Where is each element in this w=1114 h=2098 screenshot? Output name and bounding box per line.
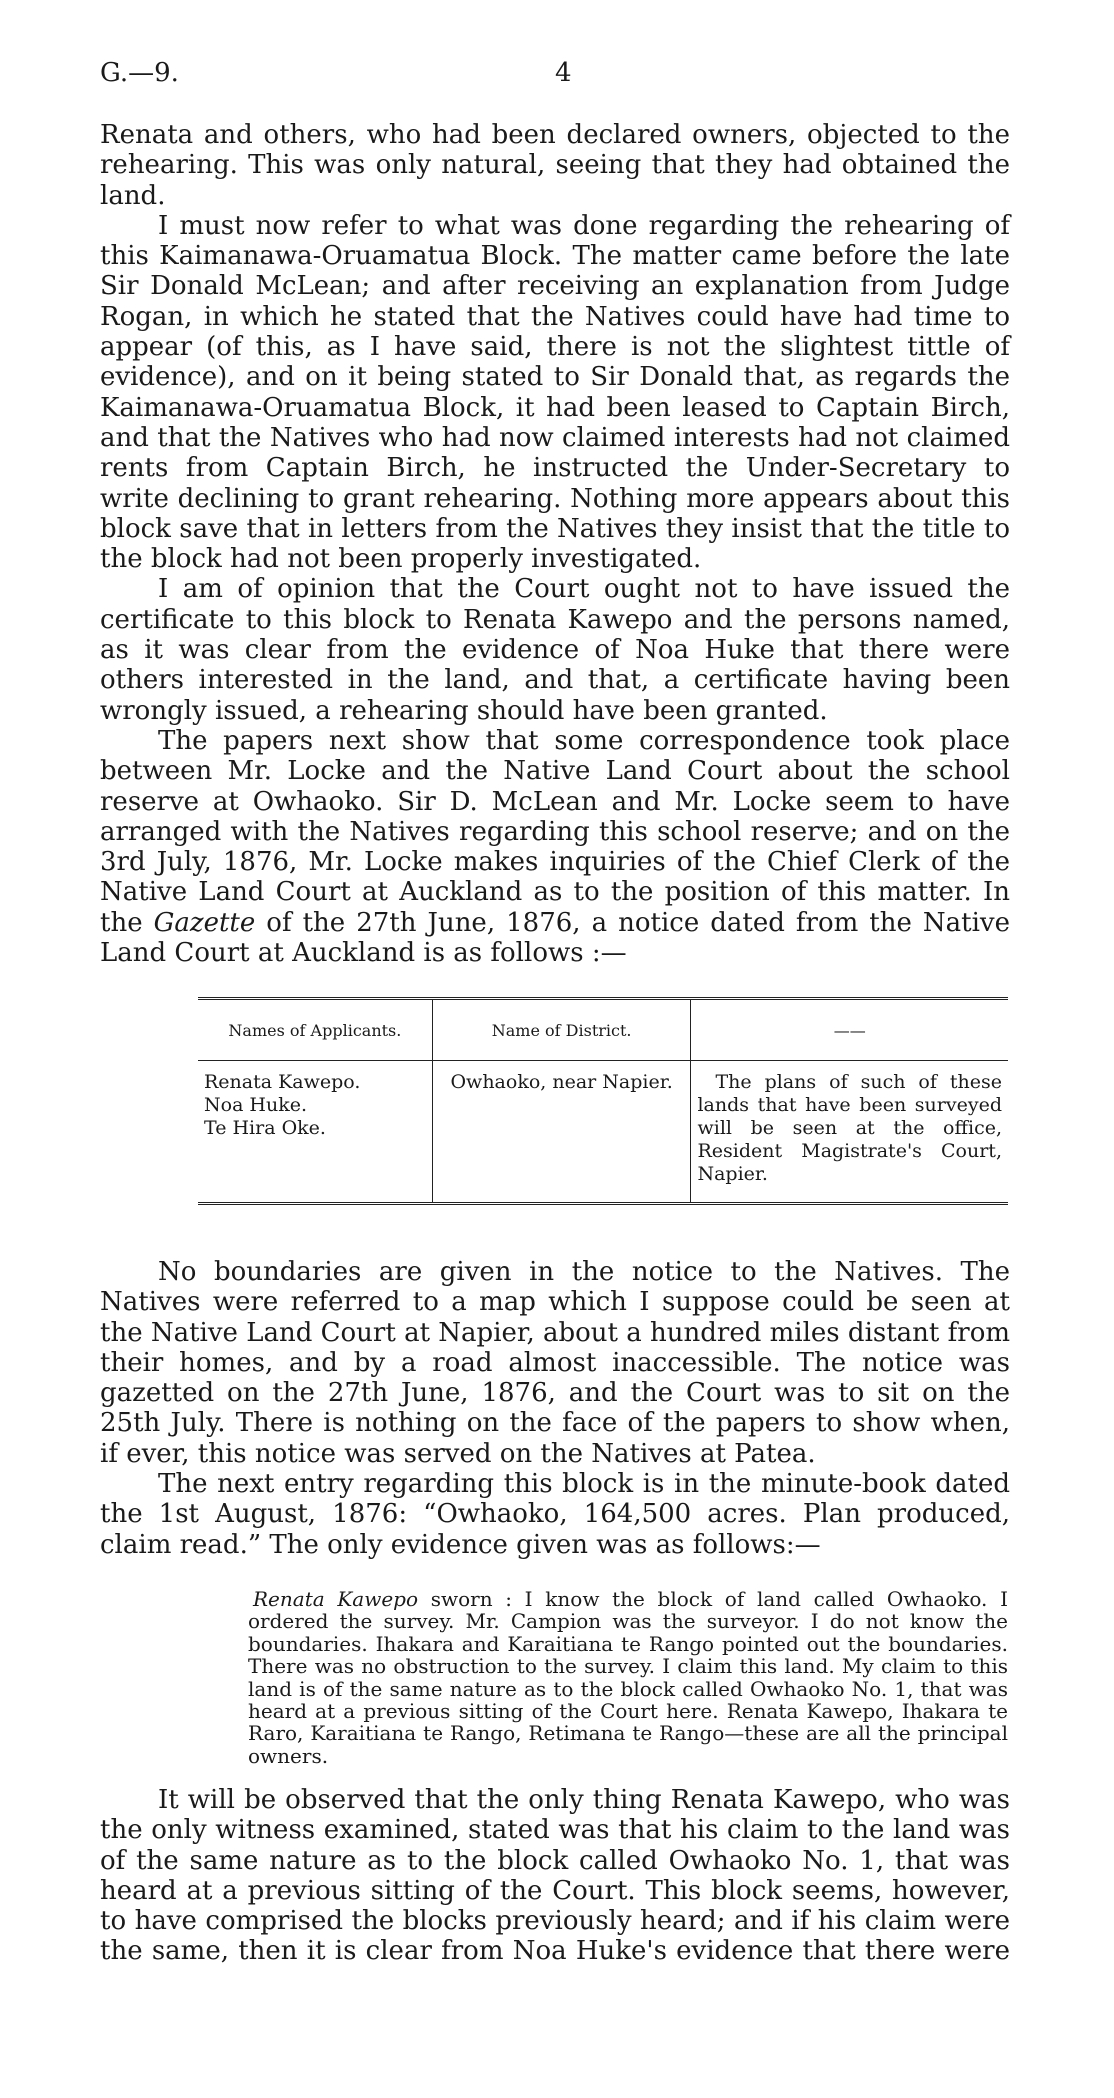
witness-name: Renata Kawepo: [253, 1587, 419, 1611]
notice-table: [198, 997, 1008, 1205]
paragraph: Renata and others, who had been declared owners, objected to the rehearing. This was only natural, seeing that they had obtained the land.: [100, 120, 1010, 211]
paragraph-gazette-notice: [100, 726, 1010, 968]
applicant-name: Noa Huke.: [204, 1094, 308, 1116]
paragraph: The next entry regarding this block is in the minute-book dated the 1st August, 1876: “Owhaoko, 164,500 acres. Plan produced, claim read.” The only evidence given was as follows:—: [100, 1469, 1010, 1560]
table-header-row: [198, 999, 1008, 1061]
paragraph-text: of the 27th June, 1876, a notice dated from the Native Land Court at Auckland is as follows :—: [100, 907, 1010, 969]
paragraph: I am of opinion that the Court ought not to have issued the certificate to this block to Renata Kawepo and the persons named, as it was clear from the evidence of Noa Huke that there were others interested in the land, and that, a certificate having been wrongly issued, a rehearing should have been granted.: [100, 574, 1010, 726]
column-header: Name of District.: [432, 999, 691, 1061]
paragraph-text: The papers next show that some correspondence took place between Mr. Locke and the Native Land Court about the school reserve at Owhaoko. Sir D. McLean and Mr. Locke seem to have arranged with the Natives regarding this school reserve; and on the 3rd July, 1876, Mr. Locke makes inquiries of the Chief Clerk of the Native Land Court at Auckland as to the position of this matter. In the: [100, 725, 1010, 938]
page-header: [100, 58, 1010, 98]
applicants-cell: [198, 1061, 432, 1204]
body-text-middle: [100, 1257, 1010, 1560]
evidence-quote: [248, 1588, 1008, 1767]
gazette-italic: Gazette: [153, 907, 256, 938]
applicant-name: Te Hira Oke.: [204, 1117, 326, 1139]
evidence-paragraph: [248, 1588, 1008, 1767]
note-cell: The plans of such of these lands that have been surveyed will be seen at the office, Resident Magistrate's Court, Napier.: [691, 1061, 1008, 1204]
body-text-top: [100, 120, 1010, 968]
page-number: 4: [555, 58, 572, 88]
paragraph: I must now refer to what was done regarding the rehearing of this Kaimanawa-Oruamatua Block. The matter came before the late Sir Donald McLean; and after receiving an explanation from Judge Rogan, in which he stated that the Natives could have had time to appear (of this, as I have said, there is not the slightest tittle of evidence), and on it being stated to Sir Donald that, as regards the Kaimanawa-Oruamatua Block, it had been leased to Captain Birch, and that the Natives who had now claimed interests had not claimed rents from Captain Birch, he instructed the Under-Secretary to write declining to grant rehearing. Nothing more appears about this block save that in letters from the Natives they insist that the title to the block had not been properly investigated.: [100, 210, 1010, 575]
body-text-bottom: [100, 1785, 1010, 1967]
evidence-text: sworn : I know the block of land called Owhaoko. I ordered the survey. Mr. Campion was the surveyor. I do not know the boundaries. Ihakara and Karaitiana te Rango pointed out the boundaries. There was no obstruction to the survey. I claim this land. My claim to this land is of the same nature as to the block called Owhaoko No. 1, that was heard at a previous sitting of the Court here. Renata Kawepo, Ihakara te Raro, Karaitiana te Rango, Retimana te Rango—these are all the principal owners.: [248, 1587, 1008, 1768]
district-cell: Owhaoko, near Napier.: [432, 1061, 691, 1204]
applicant-name: Renata Kawepo.: [204, 1071, 361, 1093]
document-reference: G.—9.: [100, 58, 179, 88]
paragraph: No boundaries are given in the notice to the Natives. The Natives were referred to a map which I suppose could be seen at the Native Land Court at Napier, about a hundred miles distant from their homes, and by a road almost inaccessible. The notice was gazetted on the 27th June, 1876, and the Court was to sit on the 25th July. There is nothing on the face of the papers to show when, if ever, this notice was served on the Natives at Patea.: [100, 1257, 1010, 1469]
column-header: ——: [691, 999, 1008, 1061]
paragraph: It will be observed that the only thing Renata Kawepo, who was the only witness examined, stated was that his claim to the land was of the same nature as to the block called Owhaoko No. 1, that was heard at a previous sitting of the Court. This block seems, however, to have comprised the blocks previously heard; and if his claim were the same, then it is clear from Noa Huke's evidence that there were: [100, 1785, 1010, 1967]
table-row: [198, 1061, 1008, 1204]
column-header: Names of Applicants.: [198, 999, 432, 1061]
